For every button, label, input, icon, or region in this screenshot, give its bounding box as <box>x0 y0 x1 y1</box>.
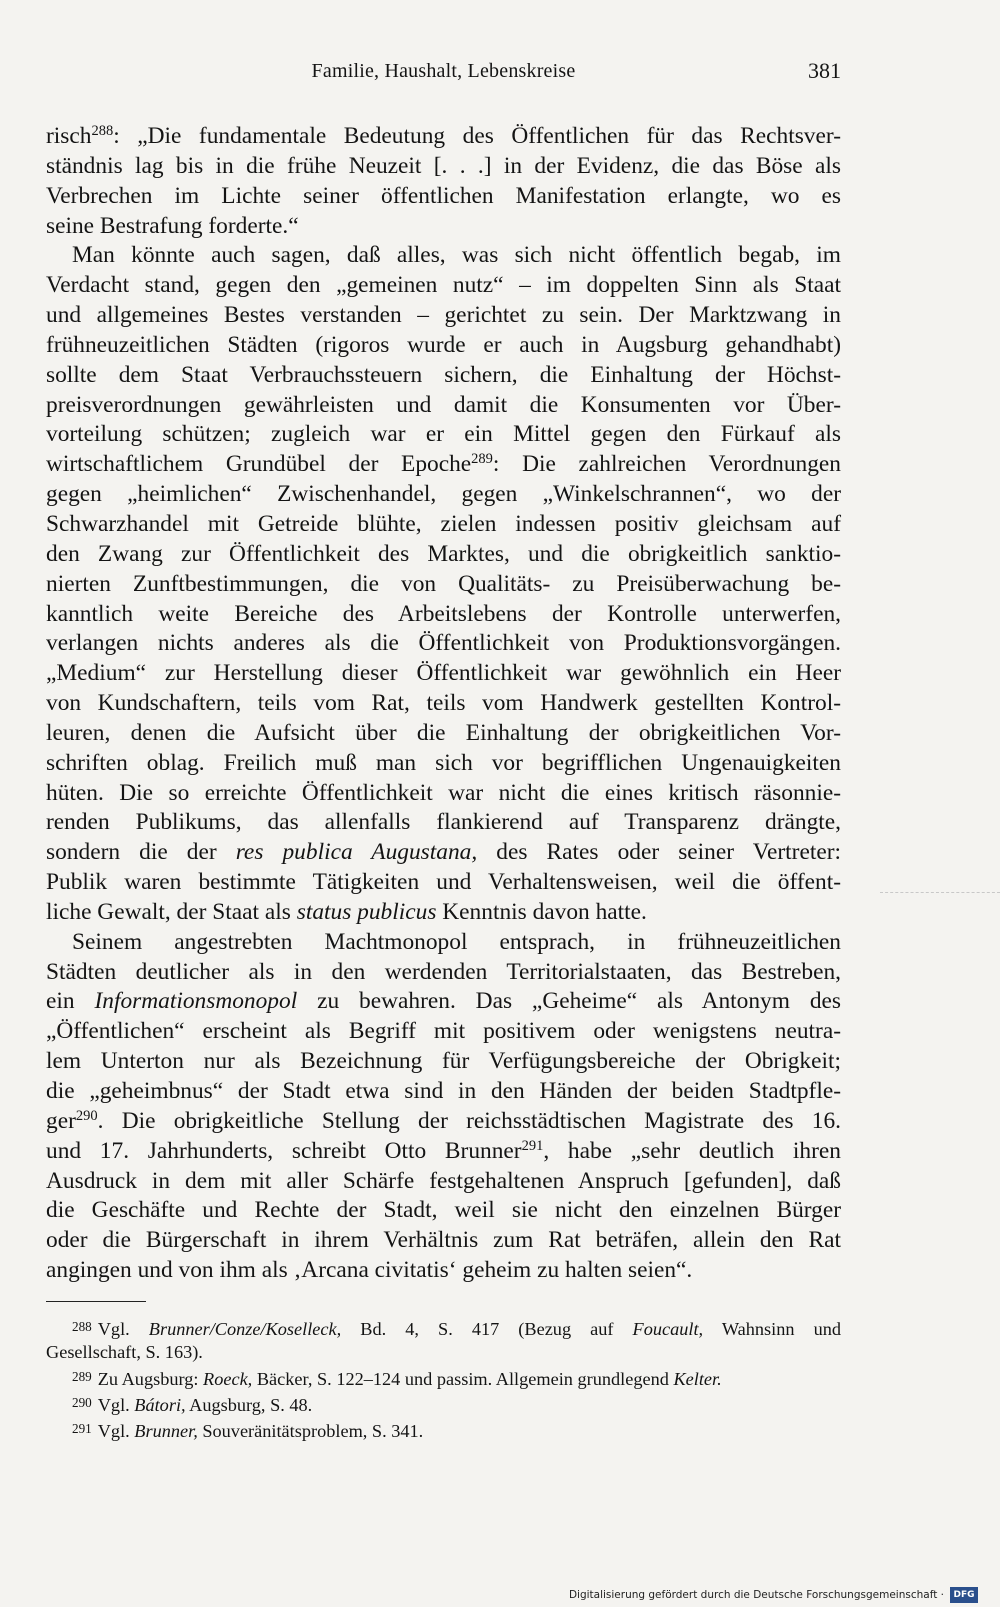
text-line: und 17. Jahrhunderts, schreibt Otto Brunner$^{291}$, habe „sehr deutlich ihren <box>46 1137 841 1164</box>
dfg-logo-icon: DFG <box>950 1587 978 1603</box>
text-line: oder die Bürgerschaft in ihrem Verhältnis zum Rat beträfen, allein den Rat <box>46 1227 841 1254</box>
footnote-number: 290 <box>72 1394 92 1410</box>
footnote-number: 291 <box>72 1421 92 1436</box>
digitization-credit: Digitalisierung gefördert durch die Deutsche Forschungsgemeinschaft · <box>568 1589 944 1601</box>
text-line: Verdacht stand, gegen den „gemeinen nutz“ – im doppelten Sinn als Staat <box>46 272 841 299</box>
text-line: Seinem angestrebten Machtmonopol entsprach, in frühneuzeitlichen <box>72 928 841 955</box>
footnote-ref-289[interactable]: 289 <box>471 451 493 468</box>
text-line: die Geschäfte und Rechte der Stadt, weil sie nicht den einzelnen Bürger <box>46 1197 841 1224</box>
footnote-ref-291[interactable]: 291 <box>521 1137 544 1154</box>
paragraph-3 <box>46 928 841 1286</box>
text-line: frühneuzeitlichen Städten (rigoros wurde er auch in Augsburg gehandhabt) <box>46 331 841 358</box>
text-line: lem Unterton nur als Bezeichnung für Verfügungsbereiche der Obrigkeit; <box>46 1048 841 1075</box>
text-line: liche Gewalt, der Staat als status publicus Kenntnis davon hatte. <box>46 898 647 925</box>
paragraph-1 <box>46 122 841 241</box>
text-line: Ausdruck in dem mit aller Schärfe festgehaltenen Anspruch [gefunden], daß <box>46 1167 841 1194</box>
text-line: schriften oblag. Freilich muß man sich vor begrifflichen Ungenauigkeiten <box>46 749 841 776</box>
text-line: gegen „heimlichen“ Zwischenhandel, gegen „Winkelschrannen“, wo der <box>46 481 841 508</box>
text-line: hüten. Die so erreichte Öffentlichkeit war nicht die eines kritisch räsonnie- <box>46 779 841 806</box>
paragraph-2 <box>46 241 841 927</box>
text-line: Städten deutlicher als in den werdenden Territorialstaaten, das Bestreben, <box>46 958 841 985</box>
footnote-number: 289 <box>72 1368 92 1384</box>
footnote-ref-288[interactable]: 288 <box>91 123 114 140</box>
text-line: angingen und von ihm als ‚Arcana civitatis‘ geheim zu halten seien“. <box>46 1257 693 1284</box>
italic-term: res publica Augustana, <box>235 839 478 866</box>
text-line: von Kundschaftern, teils vom Rat, teils vom Handwerk gestellten Kontrol- <box>46 690 841 717</box>
text-line: die „geheimbnus“ der Stadt etwa sind in den Händen der beiden Stadtpfle- <box>46 1078 841 1104</box>
footnote-ref-290[interactable]: 290 <box>75 1107 98 1124</box>
footnotes <box>46 1315 841 1443</box>
text-line: Man könnte auch sagen, daß alles, was sich nicht öffentlich begab, im <box>72 242 841 269</box>
scan-edge-mark <box>880 892 1000 893</box>
footnote-number: 288 <box>72 1319 92 1334</box>
text-line: vorteilung schützen; zugleich war er ein Mittel gegen den Fürkauf als <box>46 421 841 448</box>
text-line: den Zwang zur Öffentlichkeit des Marktes, und die obrigkeitlich sanktio- <box>46 540 841 567</box>
footnote-290: $^{290}$ Vgl. Bátori, Augsburg, S. 48. <box>72 1394 313 1415</box>
text-line: verlangen nichts anderes als die Öffentlichkeit von Produktionsvorgängen. <box>46 630 841 657</box>
italic-term: status publicus <box>296 898 437 925</box>
text-line: preisverordnungen gewährleisten und damit die Konsumenten vor Über- <box>46 391 841 418</box>
main-text <box>46 122 841 1286</box>
text-line: ger$^{290}$. Die obrigkeitliche Stellung der reichsstädtischen Magistrate des 16. <box>46 1107 841 1134</box>
text-line: seine Bestrafung forderte.“ <box>46 212 299 239</box>
footnote-289: $^{289}$ Zu Augsburg: Roeck, Bäcker, S. 122–124 und passim. Allgemein grundlegend Kelter. <box>72 1368 722 1389</box>
text-line: ständnis lag bis in die frühe Neuzeit [. . .] in der Evidenz, die das Böse als <box>46 152 841 179</box>
text-line: risch$^{288}$: „Die fundamentale Bedeutung des Öffentlichen für das Rechtsver- <box>46 123 841 149</box>
text-line: sondern die der res publica Augustana, des Rates oder seiner Vertreter: <box>46 839 842 866</box>
text-line: kanntlich weite Bereiche des Arbeitslebens der Kontrolle unterwerfen, <box>46 600 841 627</box>
text-line: wirtschaftlichem Grundübel der Epoche$^{289}$: Die zahlreichen Verordnungen <box>46 451 842 478</box>
text-line: sollte dem Staat Verbrauchssteuern sichern, die Einhaltung der Höchst- <box>46 361 841 388</box>
text-line: Verbrechen im Lichte seiner öffentlichen Manifestation erlangte, wo es <box>46 182 841 209</box>
footnote-288: $^{288}$ Vgl. Brunner/Conze/Koselleck, Bd. 4, S. 417 (Bezug auf Foucault, Wahnsinn und Gesellschaft, S. 163). <box>46 1318 841 1363</box>
text-line: Publik waren bestimmte Tätigkeiten und Verhaltensweisen, weil die öffent- <box>46 869 841 896</box>
text-line: „Medium“ zur Herstellung dieser Öffentlichkeit war gewöhnlich ein Heer <box>46 660 841 687</box>
footnote-rule <box>46 1301 146 1302</box>
page-header <box>46 60 841 94</box>
text-line: nierten Zunftbestimmungen, die von Qualitäts- zu Preisüberwachung be- <box>46 570 841 597</box>
text-line: „Öffentlichen“ erscheint als Begriff mit positivem oder wenigstens neutra- <box>46 1018 841 1045</box>
footnote-291: $^{291}$ Vgl. Brunner, Souveränitätsproblem, S. 341. <box>72 1420 424 1441</box>
text-line: Schwarzhandel mit Getreide blühte, zielen indessen positiv gleichsam auf <box>46 510 841 537</box>
text-line: renden Publikums, das allenfalls flankierend auf Transparenz drängte, <box>46 809 841 836</box>
page-number: 381 <box>808 58 841 83</box>
italic-term: Informationsmonopol <box>94 988 298 1015</box>
text-line: und allgemeines Bestes verstanden – gerichtet zu sein. Der Marktzwang in <box>46 302 841 329</box>
text-line: leuren, denen die Aufsicht über die Einhaltung der obrigkeitlichen Vor- <box>46 719 841 746</box>
text-line: ein Informationsmonopol zu bewahren. Das „Geheime“ als Antonym des <box>46 988 841 1015</box>
running-head: Familie, Haushalt, Lebenskreise <box>311 60 576 82</box>
